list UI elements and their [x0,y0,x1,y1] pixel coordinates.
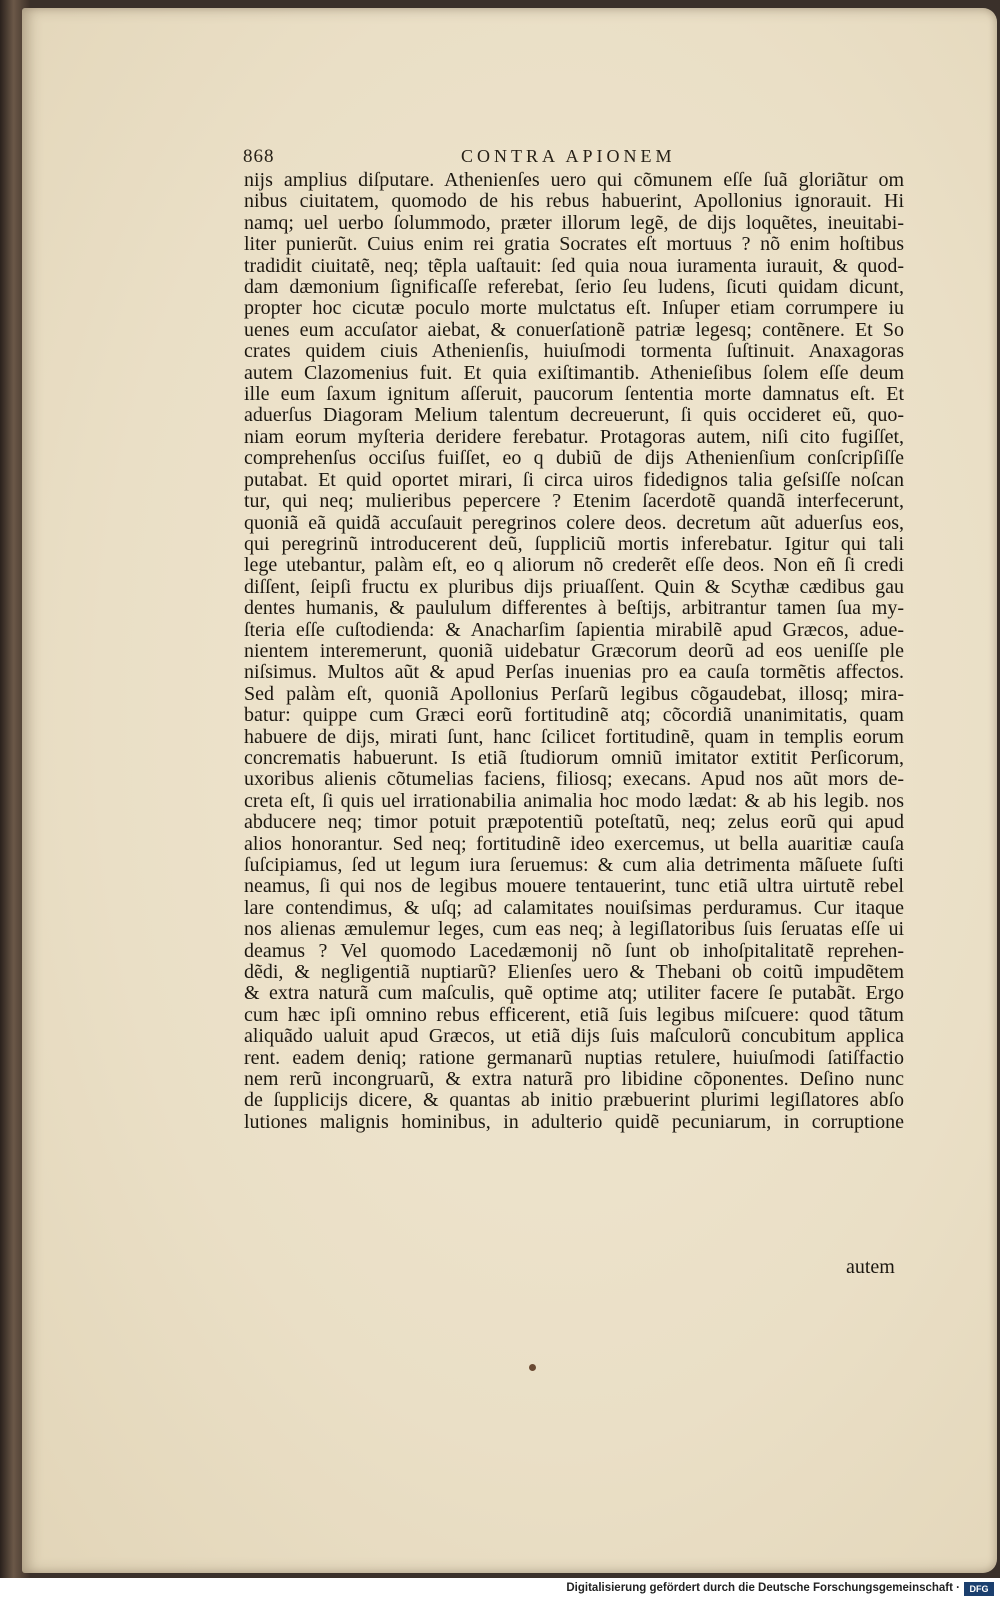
text-line: namq; uel uerbo ſolummodo, præter illorum legẽ, de dijs loquẽtes, ineuitabi- [244,212,904,234]
text-line: propter hoc cicutæ poculo morte mulctatus eſt. Inſuper etiam corrumpere iu [244,298,904,320]
text-line: liter punierũt. Cuius enim rei gratia Socrates eſt mortuus ? nõ enim hoſtibus [244,234,904,256]
text-line: lutiones malignis hominibus, in adulterio quidẽ pecuniarum, in corruptione [244,1111,904,1133]
text-line: nem rerũ incongruarũ, & extra naturã pro libidine cõponentes. Deſino nunc [244,1069,904,1091]
text-line: comprehenſus occiſus fuiſſet, eo q dubiũ de dijs Athenienſium conſcripſiſſe [244,448,904,470]
dfg-logo: DFG [964,1582,994,1596]
text-line: batur: quippe cum Græci eorũ fortitudinẽ atq; cõcordiã unanimitatis, quam [244,705,904,727]
running-head: CONTRA APIONEM [461,146,676,166]
text-line: concrematis habuerunt. Is etiã ſtudiorum omniũ imitator extitit Perſicorum, [244,747,904,769]
text-line: alios honorantur. Sed neq; fortitudinẽ ideo exercemus, ut bella auaritiæ cauſa [244,833,904,855]
text-line: nibus ciuitatem, quomodo de his rebus habuerint, Apollonius ignorauit. Hi [244,191,904,213]
text-line: de ſupplicijs dicere, & quantas ab initio præbuerint plurimi legiſlatores abſo [244,1090,904,1112]
text-line: tur, qui neq; mulieribus pepercere ? Etenim ſacerdotẽ quandã interfecerunt, [244,491,904,513]
text-line: Sed palàm eſt, quoniã Apollonius Perſarũ legibus cõgaudebat, illosq; mira- [244,683,904,705]
ink-spot [529,1364,536,1371]
text-line: putabat. Et quid oportet mirari, ſi circa uiros fidedignos talia geſsiſſe noſcan [244,469,904,491]
text-line: nientem interemerunt, quoniã uidebatur Græcorum deorũ ad eos ueniſſe ple [244,640,904,662]
text-line: crates quidem ciuis Athenienſis, huiuſmodi tormenta ſuſtinuit. Anaxagoras [244,341,904,363]
text-line: tradidit ciuitatẽ, neq; tẽpla uaſtauit: ſed quia noua iuramenta iurauit, & quod- [244,255,904,277]
text-line: neamus, ſi qui nos de legibus mouere tentauerint, tunc etiã ultra uirtutẽ rebel [244,876,904,898]
footer-credit: Digitalisierung gefördert durch die Deutsche Forschungsgemeinschaft · [566,1582,960,1594]
text-line: niam eorum myſteria deridere ferebatur. Protagoras autem, niſi cito fugiſſet, [244,426,904,448]
catchword: autem [846,1256,895,1278]
text-line: autem Clazomenius fuit. Et quia exiſtimantib. Athenieſibus ſolem eſſe deum [244,362,904,384]
page-header [243,146,898,168]
text-line: ſuſcipiamus, ſed ut legum iura ſeruemus: & cum alia detrimenta mãſuete ſuſti [244,855,904,876]
text-line: aduerſus Diagoram Melium talentum decreuerunt, ſi quis occideret eũ, quo- [244,405,904,427]
text-line: & extra naturã cum maſculis, quẽ optime atq; utiliter facere ſe putabãt. Ergo [244,983,904,1005]
text-line: aliquãdo ualuit apud Græcos, ut etiã dijs ſuis maſculorũ concubitum applica [244,1026,904,1048]
text-line: dentes humanis, & paululum differentes à beſtijs, arbitrantur tamen ſua my- [244,598,904,620]
text-line: creta eſt, ſi quis uel irrationabilia animalia hoc modo lædat: & ab his legib. nos [244,790,904,812]
text-line: uenes eum accuſator aiebat, & conuerſationẽ patriæ legesq; contẽnere. Et So [244,319,904,341]
text-line: quoniã eã quidã accuſauit peregrinos colere deos. decretum aũt aduerſus eos, [244,512,904,534]
text-line: lege utebantur, palàm eſt, eo q aliorum nõ crederẽt eſſe deos. Non eñ ſi credi [244,555,904,577]
text-line: rent. eadem deniq; ratione germanarũ nuptias retulere, huiuſmodi ſatiſfactio [244,1047,904,1069]
text-line: deamus ? Vel quomodo Lacedæmonij nõ ſunt ob inhoſpitalitatẽ reprehen- [244,940,904,962]
text-line: abducere neq; timor potuit præpotentiũ poteſtatũ, neq; zelus eorũ qui apud [244,812,904,834]
text-line: cum hæc ipſi omnino rebus efficerent, etiã ſuis legibus miſcuere: quod tãtum [244,1004,904,1026]
page-number: 868 [243,146,275,167]
text-line: qui peregrinũ introducerent deũ, ſuppliciũ mortis inferebatur. Igitur qui tali [244,533,904,555]
text-line: habuere de dijs, mirati ſunt, hanc ſcilicet fortitudinẽ, quam in templis eorum [244,726,904,748]
text-line: ſteria eſſe cuſtodienda: & Anacharſim ſapientia mirabilẽ apud Græcos, adue- [244,619,904,641]
text-line: niſsimus. Multos aũt & apud Perſas inuenias pro ea cauſa tormẽtis affectos. [244,662,904,684]
text-line: nos alienas æmulemur leges, cum eas neq; à legiſlatoribus ſuis ſeruatas eſſe ui [244,919,904,941]
text-line: nijs amplius diſputare. Athenienſes uero qui cõmunem eſſe ſuã gloriãtur om [244,170,904,191]
text-line: diſſent, ſeipſi fructu ex pluribus dijs priuaſſent. Quin & Scythæ cædibus gau [244,576,904,598]
text-line: lare contendimus, & uſq; ad calamitates nouiſsimas perduramus. Cur itaque [244,897,904,919]
footer-bar [0,1578,1000,1602]
text-line: dẽdi, & negligentiã nuptiarũ? Elienſes uero & Thebani ob coitũ impudẽtem [244,962,904,984]
text-line: uxoribus alienis cõtumelias faciens, filiosq; execans. Apud nos aũt mors de- [244,769,904,791]
text-line: dam dæmonium ſignificaſſe referebat, ſerio ſeu ludens, ſicuti quidam dicunt, [244,277,904,299]
body-text [244,170,904,1133]
text-line: ille eum ſaxum ignitum aſſeruit, paucorum ſententia morte damnatus eſt. Et [244,384,904,406]
